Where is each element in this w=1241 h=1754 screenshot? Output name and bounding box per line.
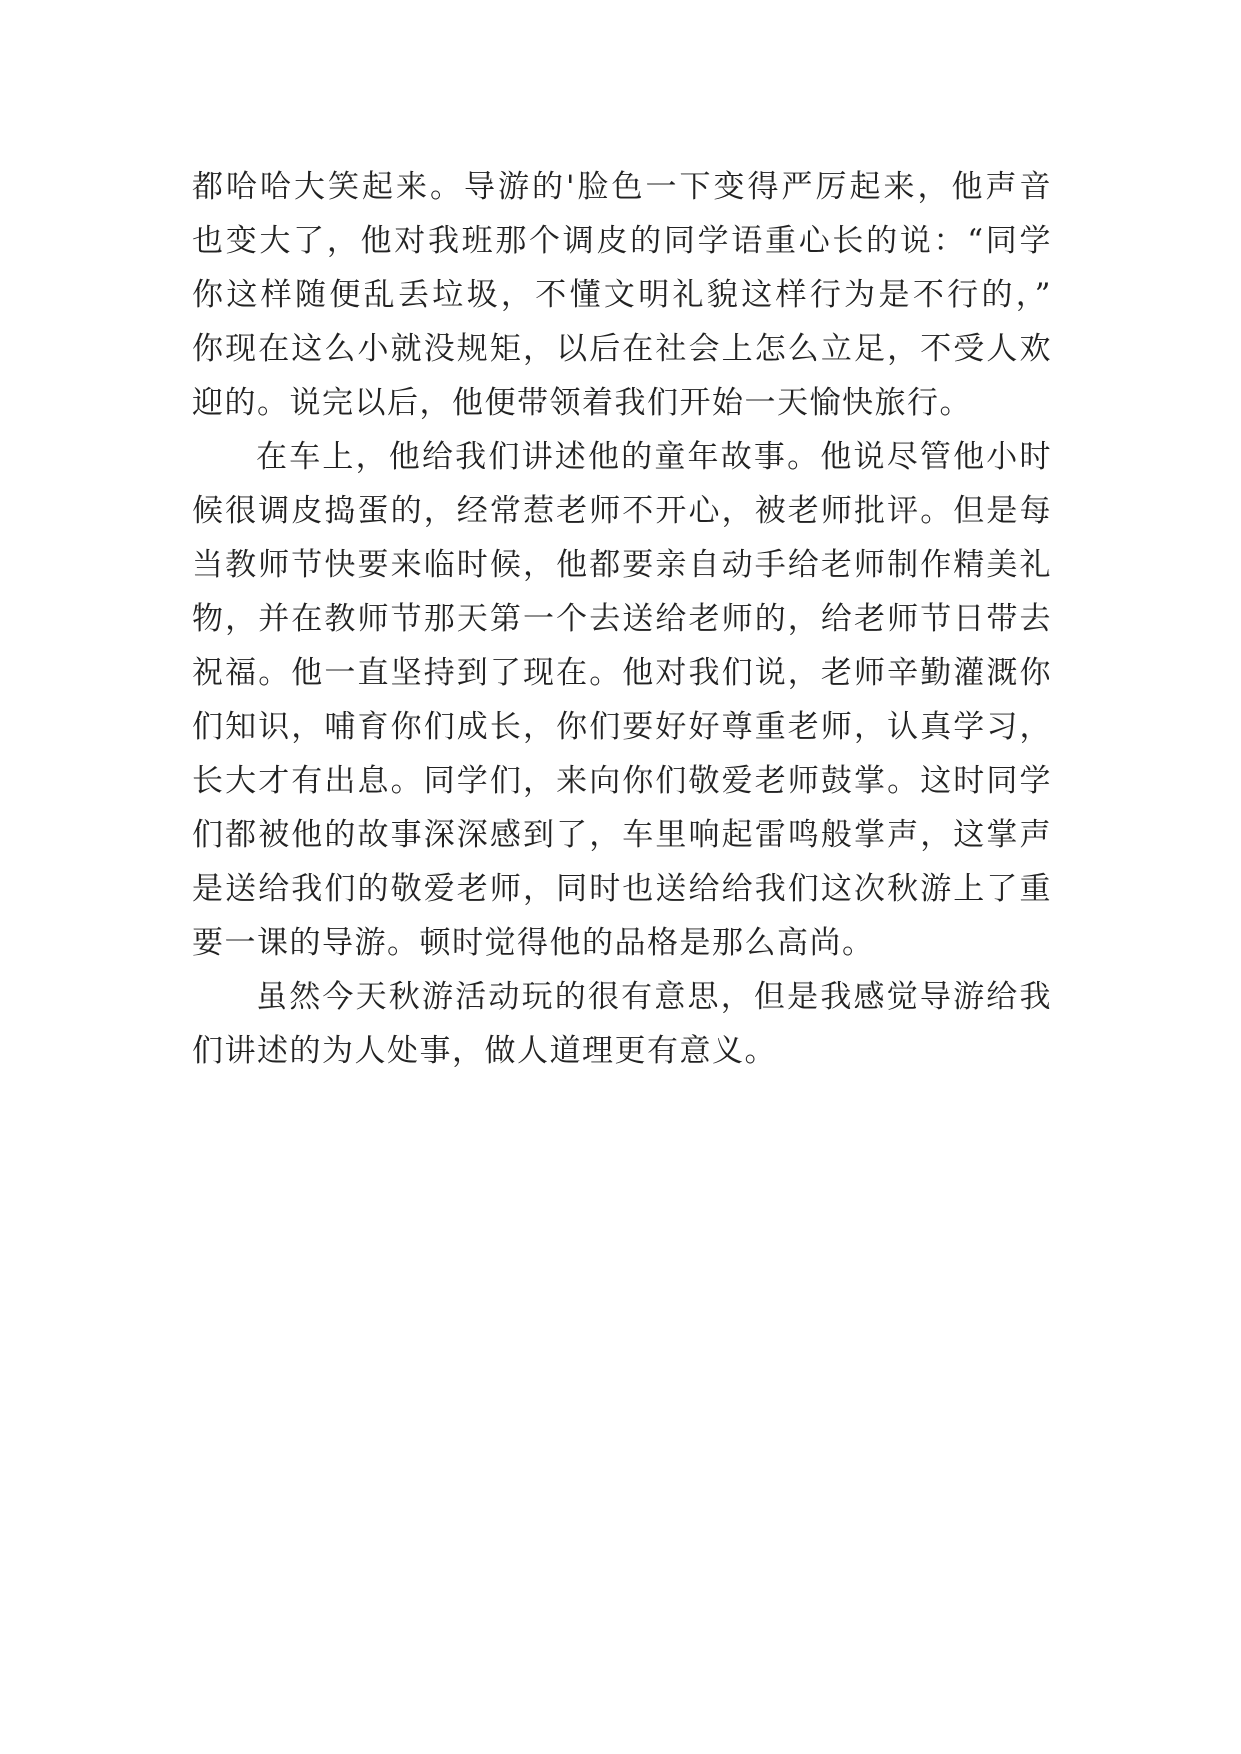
text-line: 候很调皮捣蛋的，经常惹老师不开心，被老师批评。但是每 [192,493,1052,529]
text-line: 要一课的导游。顿时觉得他的品格是那么高尚。 [192,925,875,961]
text-line: 当教师节快要来临时候，他都要亲自动手给老师制作精美礼 [192,547,1052,583]
text-line: 是送给我们的敬爱老师，同时也送给给我们这次秋游上了重 [192,871,1052,907]
text-line: 你现在这么小就没规矩，以后在社会上怎么立足，不受人欢 [192,331,1052,367]
text-line: 们知识，哺育你们成长，你们要好好尊重老师，认真学习， [192,709,1052,745]
text-line: 们讲述的为人处事，做人道理更有意义。 [192,1033,777,1069]
text-line: 迎的。说完以后，他便带领着我们开始一天愉快旅行。 [192,385,972,421]
text-line: 都哈哈大笑起来。导游的'脸色一下变得严厉起来，他声音 [192,169,1052,205]
text-line: 也变大了，他对我班那个调皮的同学语重心长的说：“同学 [192,223,1052,259]
essay-body [192,160,1052,1078]
text-line: 你这样随便乱丢垃圾，不懂文明礼貌这样行为是不行的，” [192,277,1052,313]
text-line: 物，并在教师节那天第一个去送给老师的，给老师节日带去 [192,601,1052,637]
paragraph-first-line: 虽然今天秋游活动玩的很有意思，但是我感觉导游给我 [256,979,1052,1015]
text-line: 们都被他的故事深深感到了，车里响起雷鸣般掌声，这掌声 [192,817,1052,853]
text-line: 长大才有出息。同学们，来向你们敬爱老师鼓掌。这时同学 [192,763,1052,799]
paragraph-first-line: 在车上，他给我们讲述他的童年故事。他说尽管他小时 [256,439,1052,475]
text-line: 祝福。他一直坚持到了现在。他对我们说，老师辛勤灌溉你 [192,655,1052,691]
